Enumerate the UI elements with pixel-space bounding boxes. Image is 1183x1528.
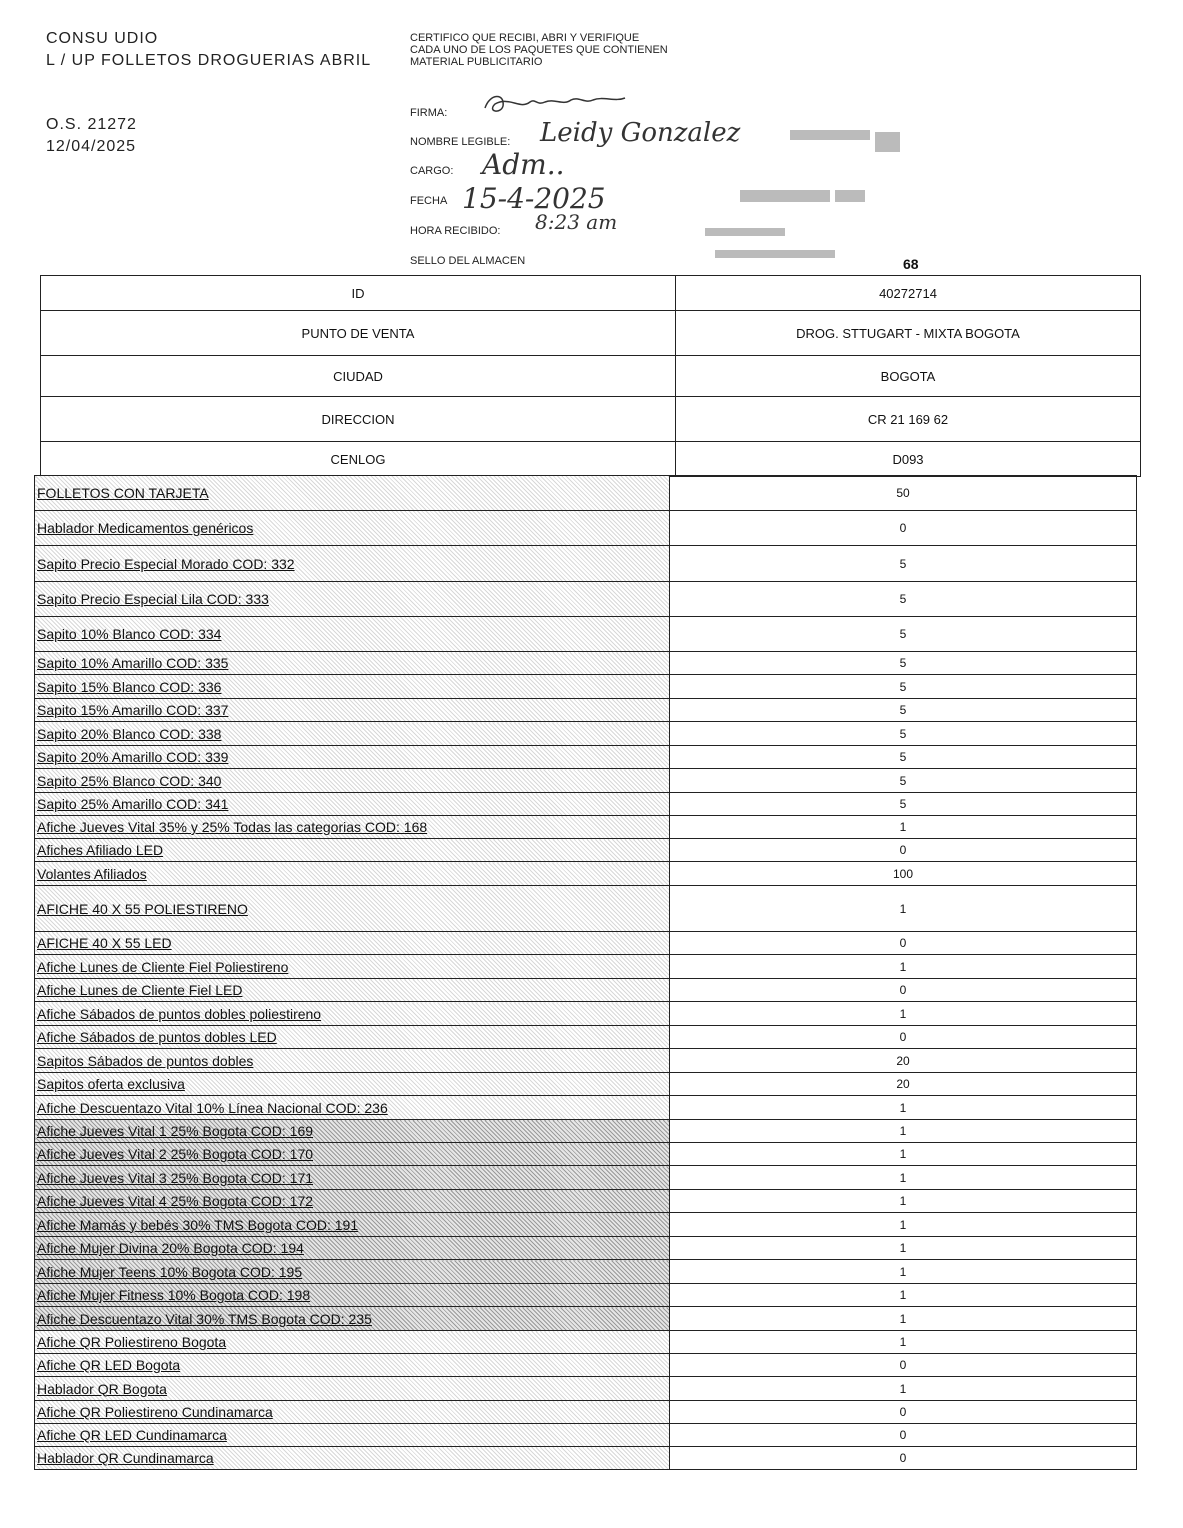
item-quantity: 0 — [670, 1447, 1137, 1470]
header-block — [46, 28, 371, 158]
hora-label: HORA RECIBIDO: — [410, 225, 501, 237]
item-quantity: 1 — [670, 1213, 1137, 1237]
item-quantity: 1 — [670, 1284, 1137, 1307]
page-number: 68 — [903, 256, 919, 272]
table-row — [35, 1260, 1137, 1284]
materials-table — [34, 475, 1137, 1470]
item-label: Sapito Precio Especial Morado COD: 332 — [35, 546, 670, 582]
table-row — [35, 839, 1137, 862]
item-label: Sapito Precio Especial Lila COD: 333 — [35, 582, 670, 617]
item-quantity: 5 — [670, 769, 1137, 793]
table-row — [41, 442, 1141, 477]
store-info-table — [40, 275, 1141, 477]
info-label: CENLOG — [41, 442, 676, 477]
table-row — [35, 1354, 1137, 1377]
item-label: Volantes Afiliados — [35, 862, 670, 886]
signature-icon — [475, 88, 635, 118]
table-row — [41, 397, 1141, 442]
item-quantity: 1 — [670, 1190, 1137, 1213]
table-row — [35, 722, 1137, 746]
item-quantity: 100 — [670, 862, 1137, 886]
firma-label: FIRMA: — [410, 107, 448, 119]
item-quantity: 1 — [670, 1143, 1137, 1166]
table-row — [35, 979, 1137, 1002]
table-row — [41, 276, 1141, 311]
item-quantity: 20 — [670, 1049, 1137, 1073]
item-label: Hablador QR Cundinamarca — [35, 1447, 670, 1470]
item-quantity: 5 — [670, 652, 1137, 675]
table-row — [35, 769, 1137, 793]
item-quantity: 1 — [670, 1120, 1137, 1143]
table-row — [41, 311, 1141, 356]
item-label: Sapito 15% Amarillo COD: 337 — [35, 699, 670, 722]
item-label: Afiche Descuentazo Vital 30% TMS Bogota COD: 235 — [35, 1307, 670, 1331]
item-quantity: 0 — [670, 511, 1137, 546]
item-label: Sapitos oferta exclusiva — [35, 1073, 670, 1096]
table-row — [35, 582, 1137, 617]
item-label: Afiche Mujer Divina 20% Bogota COD: 194 — [35, 1237, 670, 1260]
item-quantity: 5 — [670, 546, 1137, 582]
item-quantity: 1 — [670, 1002, 1137, 1026]
table-row — [35, 1143, 1137, 1166]
item-label: Afiche QR LED Bogota — [35, 1354, 670, 1377]
item-label: Sapito 25% Amarillo COD: 341 — [35, 793, 670, 816]
table-row — [35, 1073, 1137, 1096]
item-label: Afiche Mujer Fitness 10% Bogota COD: 198 — [35, 1284, 670, 1307]
table-row — [35, 1002, 1137, 1026]
table-row — [35, 932, 1137, 955]
item-label: Afiche Jueves Vital 3 25% Bogota COD: 171 — [35, 1166, 670, 1190]
table-row — [35, 1307, 1137, 1331]
nombre-value: Leidy Gonzalez — [540, 118, 741, 148]
item-quantity: 0 — [670, 1026, 1137, 1049]
table-row — [35, 955, 1137, 979]
table-row — [35, 1049, 1137, 1073]
table-row — [35, 793, 1137, 816]
item-quantity: 20 — [670, 1073, 1137, 1096]
order-number: O.S. 21272 — [46, 116, 137, 133]
item-label: FOLLETOS CON TARJETA — [35, 476, 670, 511]
info-value: CR 21 169 62 — [676, 397, 1141, 442]
sello-label: SELLO DEL ALMACEN — [410, 255, 526, 267]
info-value: D093 — [676, 442, 1141, 477]
store-stamp-icon — [680, 120, 920, 270]
item-quantity: 1 — [670, 1331, 1137, 1354]
item-quantity: 50 — [670, 476, 1137, 511]
info-label: CIUDAD — [41, 356, 676, 397]
table-row — [35, 862, 1137, 886]
fecha-label: FECHA — [410, 195, 448, 207]
item-label: Sapito 10% Amarillo COD: 335 — [35, 652, 670, 675]
table-row — [35, 1237, 1137, 1260]
order-date: 12/04/2025 — [46, 138, 137, 155]
item-label: Afiche QR Poliestireno Cundinamarca — [35, 1401, 670, 1424]
table-row — [35, 652, 1137, 675]
table-row — [35, 1447, 1137, 1470]
item-label: Afiche Jueves Vital 4 25% Bogota COD: 172 — [35, 1190, 670, 1213]
info-value: DROG. STTUGART - MIXTA BOGOTA — [676, 311, 1141, 356]
item-label: Sapito 20% Blanco COD: 338 — [35, 722, 670, 746]
info-label: DIRECCION — [41, 397, 676, 442]
item-label: Afiche Descuentazo Vital 10% Línea Nacional COD: 236 — [35, 1096, 670, 1120]
table-row — [35, 1190, 1137, 1213]
header-line2: L / UP FOLLETOS DROGUERIAS ABRIL — [46, 52, 372, 69]
item-label: Afiche Mujer Teens 10% Bogota COD: 195 — [35, 1260, 670, 1284]
table-row — [35, 675, 1137, 699]
item-quantity: 1 — [670, 816, 1137, 839]
table-row — [35, 816, 1137, 839]
item-label: Afiche Jueves Vital 2 25% Bogota COD: 170 — [35, 1143, 670, 1166]
cargo-label: CARGO: — [410, 165, 454, 177]
item-quantity: 5 — [670, 722, 1137, 746]
item-label: Sapito 20% Amarillo COD: 339 — [35, 746, 670, 769]
item-quantity: 5 — [670, 582, 1137, 617]
certificate-text: CERTIFICO QUE RECIBI, ABRI Y VERIFIQUE CADA UNO DE LOS PAQUETES QUE CONTIENEN MATERIAL PUBLICITARIO — [410, 32, 668, 68]
table-row — [35, 1166, 1137, 1190]
item-label: Sapito 25% Blanco COD: 340 — [35, 769, 670, 793]
table-row — [35, 699, 1137, 722]
item-quantity: 1 — [670, 1237, 1137, 1260]
table-row — [35, 1120, 1137, 1143]
table-row — [35, 1213, 1137, 1237]
info-label: ID — [41, 276, 676, 311]
item-label: Hablador QR Bogota — [35, 1377, 670, 1401]
item-quantity: 1 — [670, 1260, 1137, 1284]
header-line1: CONSU UDIO — [46, 30, 159, 47]
table-row — [35, 546, 1137, 582]
item-label: Afiche Jueves Vital 35% y 25% Todas las categorias COD: 168 — [35, 816, 670, 839]
item-quantity: 5 — [670, 699, 1137, 722]
item-quantity: 1 — [670, 1096, 1137, 1120]
item-quantity: 5 — [670, 746, 1137, 769]
item-quantity: 0 — [670, 1424, 1137, 1447]
table-row — [35, 1096, 1137, 1120]
item-quantity: 1 — [670, 955, 1137, 979]
item-quantity: 0 — [670, 839, 1137, 862]
table-row — [35, 1026, 1137, 1049]
table-row — [35, 1377, 1137, 1401]
item-quantity: 5 — [670, 793, 1137, 816]
item-label: Afiche Sábados de puntos dobles LED — [35, 1026, 670, 1049]
item-label: Afiche Jueves Vital 1 25% Bogota COD: 169 — [35, 1120, 670, 1143]
item-quantity: 0 — [670, 1354, 1137, 1377]
item-label: Afiche Lunes de Cliente Fiel Poliestireno — [35, 955, 670, 979]
item-label: Sapito 10% Blanco COD: 334 — [35, 617, 670, 652]
item-quantity: 5 — [670, 617, 1137, 652]
table-row — [35, 511, 1137, 546]
item-quantity: 1 — [670, 886, 1137, 932]
item-label: AFICHE 40 X 55 LED — [35, 932, 670, 955]
cargo-value: Adm.. — [482, 148, 565, 181]
item-quantity: 1 — [670, 1377, 1137, 1401]
item-label: AFICHE 40 X 55 POLIESTIRENO — [35, 886, 670, 932]
info-label: PUNTO DE VENTA — [41, 311, 676, 356]
table-row — [35, 476, 1137, 511]
item-quantity: 1 — [670, 1307, 1137, 1331]
item-quantity: 0 — [670, 979, 1137, 1002]
table-row — [35, 1424, 1137, 1447]
table-row — [41, 356, 1141, 397]
table-row — [35, 886, 1137, 932]
item-label: Sapitos Sábados de puntos dobles — [35, 1049, 670, 1073]
item-quantity: 1 — [670, 1166, 1137, 1190]
item-label: Afiche Sábados de puntos dobles poliestireno — [35, 1002, 670, 1026]
table-row — [35, 1401, 1137, 1424]
item-label: Afiches Afiliado LED — [35, 839, 670, 862]
item-quantity: 0 — [670, 1401, 1137, 1424]
table-row — [35, 617, 1137, 652]
item-quantity: 0 — [670, 932, 1137, 955]
item-label: Afiche QR LED Cundinamarca — [35, 1424, 670, 1447]
table-row — [35, 1284, 1137, 1307]
fecha-value: 15-4-2025 — [462, 182, 606, 215]
item-label: Afiche QR Poliestireno Bogota — [35, 1331, 670, 1354]
table-row — [35, 1331, 1137, 1354]
nombre-label: NOMBRE LEGIBLE: — [410, 136, 511, 148]
item-quantity: 5 — [670, 675, 1137, 699]
info-value: BOGOTA — [676, 356, 1141, 397]
hora-value: 8:23 am — [535, 210, 618, 234]
item-label: Sapito 15% Blanco COD: 336 — [35, 675, 670, 699]
item-label: Hablador Medicamentos genéricos — [35, 511, 670, 546]
item-label: Afiche Lunes de Cliente Fiel LED — [35, 979, 670, 1002]
table-row — [35, 746, 1137, 769]
info-value: 40272714 — [676, 276, 1141, 311]
item-label: Afiche Mamás y bebés 30% TMS Bogota COD: 191 — [35, 1213, 670, 1237]
